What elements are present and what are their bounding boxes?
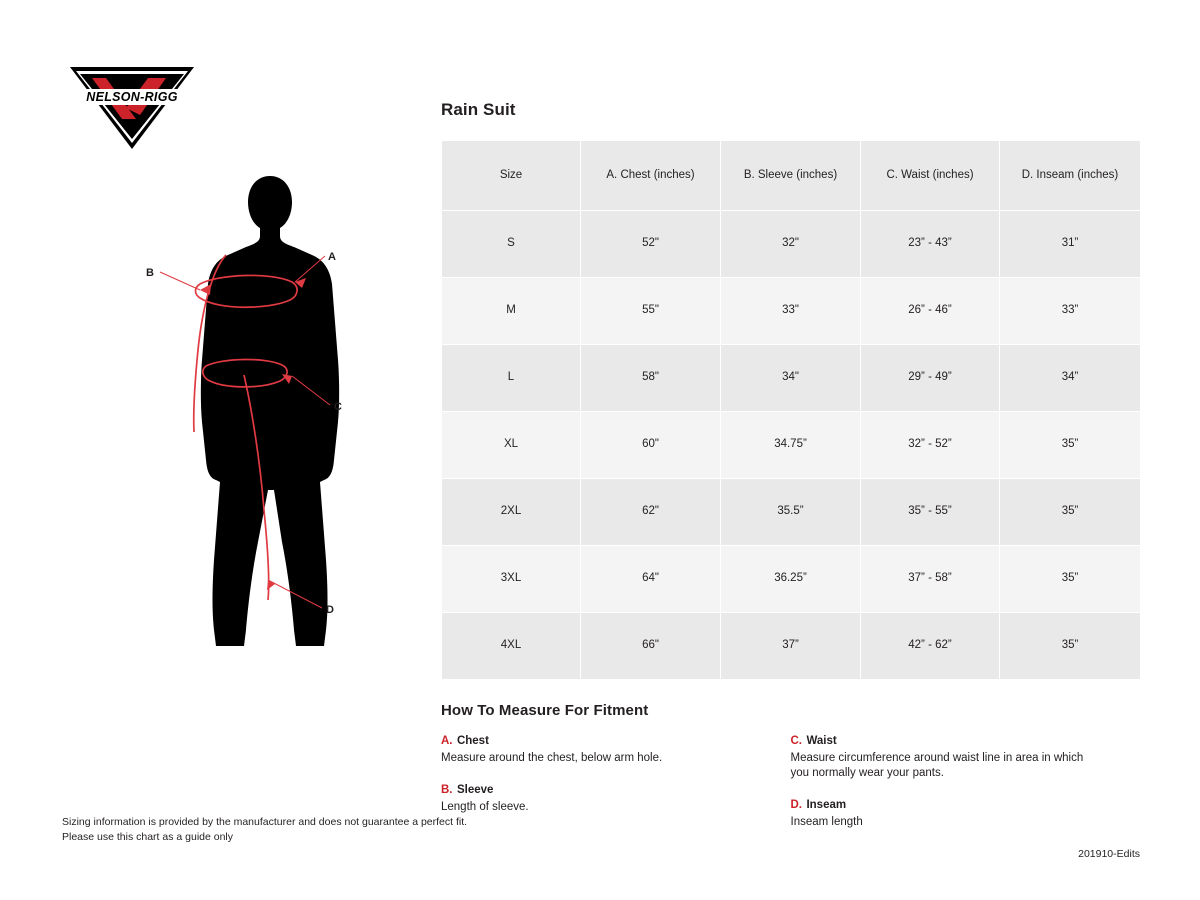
- howto-desc-waist: Measure circumference around waist line in area in which you normally wear your pants.: [790, 752, 1084, 779]
- how-to-measure-section: [441, 702, 1140, 844]
- howto-item-sleeve: [441, 780, 791, 815]
- cell-waist: 35” - 55”: [861, 479, 1000, 546]
- column-header-size: Size: [442, 141, 581, 211]
- brand-logo: [62, 45, 202, 155]
- cell-size: 3XL: [442, 546, 581, 613]
- table-row: [442, 278, 1141, 345]
- howto-letter-d: D.: [790, 798, 802, 811]
- cell-waist: 37” - 58”: [861, 546, 1000, 613]
- cell-inseam: 33”: [1000, 278, 1141, 345]
- howto-item-waist: [791, 731, 1141, 781]
- disclaimer-text: [62, 815, 482, 845]
- cell-size: 2XL: [442, 479, 581, 546]
- howto-name-inseam: Inseam: [806, 798, 847, 811]
- cell-size: S: [442, 211, 581, 278]
- table-header-row: [442, 141, 1141, 211]
- callout-label-c: C: [334, 401, 342, 413]
- page-title: Rain Suit: [441, 100, 516, 119]
- cell-inseam: 35”: [1000, 613, 1141, 680]
- cell-sleeve: 34.75”: [721, 412, 861, 479]
- howto-desc-inseam: Inseam length: [790, 815, 863, 828]
- howto-desc-chest: Measure around the chest, below arm hole.: [441, 752, 663, 764]
- cell-inseam: 35”: [1000, 479, 1141, 546]
- howto-name-waist: Waist: [806, 735, 837, 747]
- cell-size: L: [442, 345, 581, 412]
- cell-sleeve: 32": [721, 211, 861, 278]
- how-to-column-right: [791, 731, 1141, 844]
- cell-chest: 66": [581, 613, 721, 680]
- table-row: [442, 345, 1141, 412]
- howto-name-chest: Chest: [456, 735, 489, 747]
- howto-desc-sleeve: Length of sleeve.: [441, 800, 529, 813]
- howto-name-sleeve: Sleeve: [456, 783, 494, 796]
- cell-sleeve: 36.25”: [721, 546, 861, 613]
- cell-sleeve: 34": [721, 345, 861, 412]
- cell-inseam: 35”: [1000, 546, 1141, 613]
- callout-label-b: B: [146, 267, 154, 279]
- how-to-measure-heading: How To Measure For Fitment: [441, 702, 649, 719]
- cell-chest: 55": [581, 278, 721, 345]
- cell-inseam: 31”: [1000, 211, 1141, 278]
- callout-label-a: A: [328, 251, 336, 263]
- table-row: [442, 211, 1141, 278]
- cell-waist: 42” - 62”: [861, 613, 1000, 680]
- measurement-figure: [140, 160, 420, 660]
- body-silhouette: [201, 176, 339, 646]
- cell-size: XL: [442, 412, 581, 479]
- howto-letter-b: B.: [441, 783, 453, 796]
- howto-item-chest: [441, 731, 791, 766]
- cell-sleeve: 35.5”: [721, 479, 861, 546]
- document-code: 201910-Edits: [1078, 848, 1140, 860]
- disclaimer-line-1: Sizing information is provided by the manufacturer and does not guarantee a perfect fit.: [62, 815, 468, 828]
- callout-label-d: D: [326, 604, 334, 616]
- column-header-waist: C. Waist (inches): [861, 141, 1000, 211]
- cell-waist: 26” - 46”: [861, 278, 1000, 345]
- table-row: [442, 546, 1141, 613]
- cell-size: 4XL: [442, 613, 581, 680]
- cell-waist: 32” - 52”: [861, 412, 1000, 479]
- cell-chest: 58": [581, 345, 721, 412]
- cell-inseam: 34”: [1000, 345, 1141, 412]
- column-header-chest: A. Chest (inches): [581, 141, 721, 211]
- table-row: [442, 613, 1141, 680]
- cell-chest: 62": [581, 479, 721, 546]
- cell-inseam: 35”: [1000, 412, 1141, 479]
- howto-letter-a: A.: [441, 735, 453, 747]
- cell-waist: 29” - 49”: [861, 345, 1000, 412]
- column-header-inseam: D. Inseam (inches): [1000, 141, 1141, 211]
- how-to-column-left: [441, 731, 791, 844]
- cell-size: M: [442, 278, 581, 345]
- table-row: [442, 412, 1141, 479]
- logo-wordmark: NELSON-RIGG: [86, 90, 178, 104]
- cell-sleeve: 37”: [721, 613, 861, 680]
- howto-item-inseam: [791, 795, 1141, 830]
- column-header-sleeve: B. Sleeve (inches): [721, 141, 861, 211]
- table-row: [442, 479, 1141, 546]
- cell-waist: 23” - 43”: [861, 211, 1000, 278]
- size-chart-table: [441, 140, 1141, 680]
- cell-chest: 60": [581, 412, 721, 479]
- howto-letter-c: C.: [790, 735, 802, 747]
- disclaimer-line-2: Please use this chart as a guide only: [62, 830, 234, 843]
- cell-sleeve: 33": [721, 278, 861, 345]
- cell-chest: 64": [581, 546, 721, 613]
- cell-chest: 52": [581, 211, 721, 278]
